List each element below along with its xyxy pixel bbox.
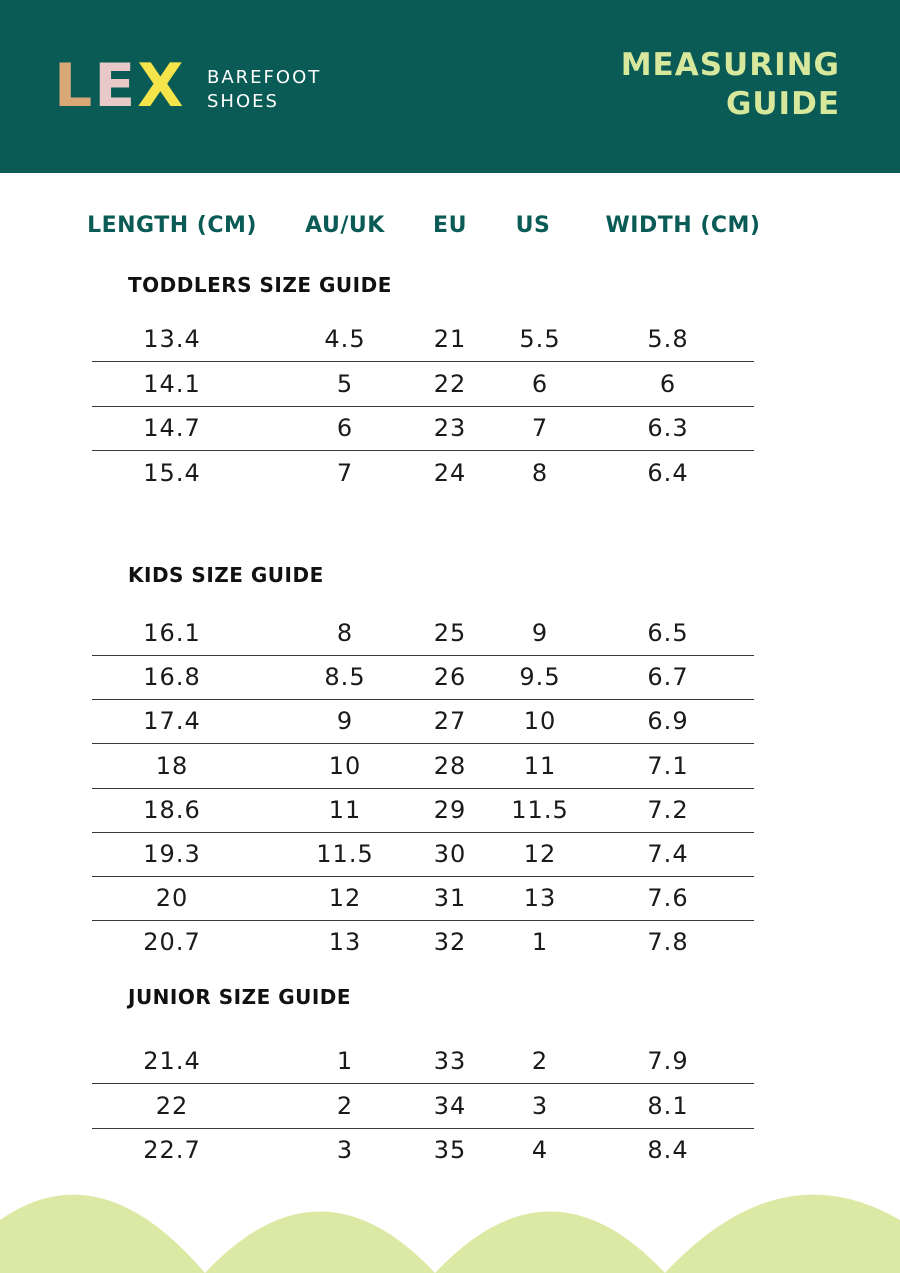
page-title-line1: MEASURING (620, 47, 840, 83)
table-cell: 29 (433, 795, 467, 824)
table-cell: 6 (336, 414, 354, 442)
table-cell: 2 (531, 1047, 549, 1075)
brand-tagline (207, 66, 321, 114)
table-cell: 7 (336, 458, 354, 487)
table-cell: 19.3 (143, 840, 201, 868)
column-header-length: LENGTH (CM) (87, 213, 257, 238)
table-cell: 7.6 (647, 884, 689, 913)
table-cell: 10 (523, 707, 557, 736)
table-cell: 1 (336, 1047, 354, 1075)
brand-tagline-line2: SHOES (207, 91, 279, 112)
table-cell: 6 (531, 369, 549, 398)
table-cell: 22 (155, 1091, 189, 1120)
table-cell: 3 (336, 1136, 354, 1164)
column-header-au-uk: AU/UK (305, 213, 385, 238)
column-header-us: US (515, 213, 551, 238)
table-cell: 9 (336, 707, 354, 736)
decorative-wave (0, 1180, 900, 1273)
table-cell: 8.4 (647, 1136, 689, 1164)
table-cell: 18.6 (143, 795, 201, 824)
table-row (0, 611, 900, 655)
table-cell: 28 (433, 751, 467, 780)
table-cell: 7.1 (647, 751, 689, 780)
table-cell: 13.4 (143, 325, 201, 353)
table-cell: 15.4 (143, 458, 201, 487)
table-cell: 8.1 (647, 1091, 689, 1120)
table-cell: 11 (523, 751, 557, 780)
table-row (0, 920, 900, 964)
header-banner (0, 0, 900, 173)
table-cell: 12 (328, 884, 362, 913)
page-title-line2: GUIDE (725, 86, 840, 122)
table-cell: 6.5 (647, 619, 689, 647)
table-cell: 11 (328, 795, 362, 824)
table-row (0, 362, 900, 406)
table-cell: 14.7 (143, 414, 201, 442)
table-cell: 24 (433, 458, 467, 487)
table-cell: 16.1 (143, 619, 201, 647)
table-row (0, 876, 900, 920)
page-title (621, 46, 840, 124)
table-cell: 12 (523, 840, 557, 868)
table-row (0, 1039, 900, 1083)
table-cell: 18 (155, 751, 189, 780)
table-cell: 11.5 (511, 795, 569, 824)
table-row (0, 406, 900, 450)
table-cell: 7 (531, 414, 549, 442)
table-row (0, 744, 900, 788)
table-cell: 13 (328, 928, 362, 957)
table-cell: 1 (531, 928, 549, 957)
logo-letter-l: L (54, 51, 95, 121)
table-cell: 9.5 (519, 663, 561, 692)
logo-letter-e: E (94, 51, 138, 121)
brand-logo (54, 51, 186, 121)
table-cell: 11.5 (316, 840, 374, 868)
table-cell: 26 (433, 663, 467, 692)
table-cell: 21.4 (143, 1047, 201, 1075)
section-title: KIDS SIZE GUIDE (128, 563, 324, 587)
table-row (0, 699, 900, 743)
table-cell: 4.5 (324, 325, 366, 353)
table-cell: 6.4 (647, 458, 689, 487)
table-cell: 13 (523, 884, 557, 913)
table-cell: 5.8 (647, 325, 689, 353)
table-row (0, 451, 900, 495)
table-cell: 6 (659, 369, 677, 398)
table-row (0, 1084, 900, 1128)
table-cell: 30 (433, 840, 467, 868)
table-cell: 7.4 (647, 840, 689, 868)
column-header-width: WIDTH (CM) (605, 213, 761, 238)
table-cell: 10 (328, 751, 362, 780)
table-cell: 3 (531, 1091, 549, 1120)
table-cell: 6.3 (647, 414, 689, 442)
column-header-eu: EU (433, 213, 467, 238)
section-title: JUNIOR SIZE GUIDE (128, 985, 352, 1009)
table-cell: 25 (433, 619, 467, 647)
logo-letter-x: X (137, 51, 186, 121)
table-cell: 4 (531, 1136, 549, 1164)
table-cell: 5.5 (519, 325, 561, 353)
table-cell: 22.7 (143, 1136, 201, 1164)
table-cell: 2 (336, 1091, 354, 1120)
table-cell: 21 (433, 325, 467, 353)
table-cell: 27 (433, 707, 467, 736)
table-cell: 14.1 (143, 369, 201, 398)
table-cell: 6.9 (647, 707, 689, 736)
table-cell: 8 (531, 458, 549, 487)
table-cell: 20 (155, 884, 189, 913)
table-cell: 22 (433, 369, 467, 398)
table-cell: 32 (433, 928, 467, 957)
table-cell: 7.9 (647, 1047, 689, 1075)
table-cell: 20.7 (143, 928, 201, 957)
table-cell: 16.8 (143, 663, 201, 692)
table-cell: 5 (336, 369, 354, 398)
table-row (0, 655, 900, 699)
table-row (0, 788, 900, 832)
table-cell: 35 (433, 1136, 467, 1164)
table-cell: 8.5 (324, 663, 366, 692)
table-row (0, 832, 900, 876)
table-row (0, 317, 900, 361)
table-cell: 8 (336, 619, 354, 647)
table-cell: 7.8 (647, 928, 689, 957)
table-cell: 7.2 (647, 795, 689, 824)
brand-tagline-line1: BAREFOOT (207, 67, 322, 88)
table-cell: 33 (433, 1047, 467, 1075)
table-cell: 34 (433, 1091, 467, 1120)
table-cell: 17.4 (143, 707, 201, 736)
section-title: TODDLERS SIZE GUIDE (128, 273, 392, 297)
table-row (0, 1128, 900, 1172)
table-cell: 9 (531, 619, 549, 647)
table-cell: 23 (433, 414, 467, 442)
table-cell: 31 (433, 884, 467, 913)
table-cell: 6.7 (647, 663, 689, 692)
